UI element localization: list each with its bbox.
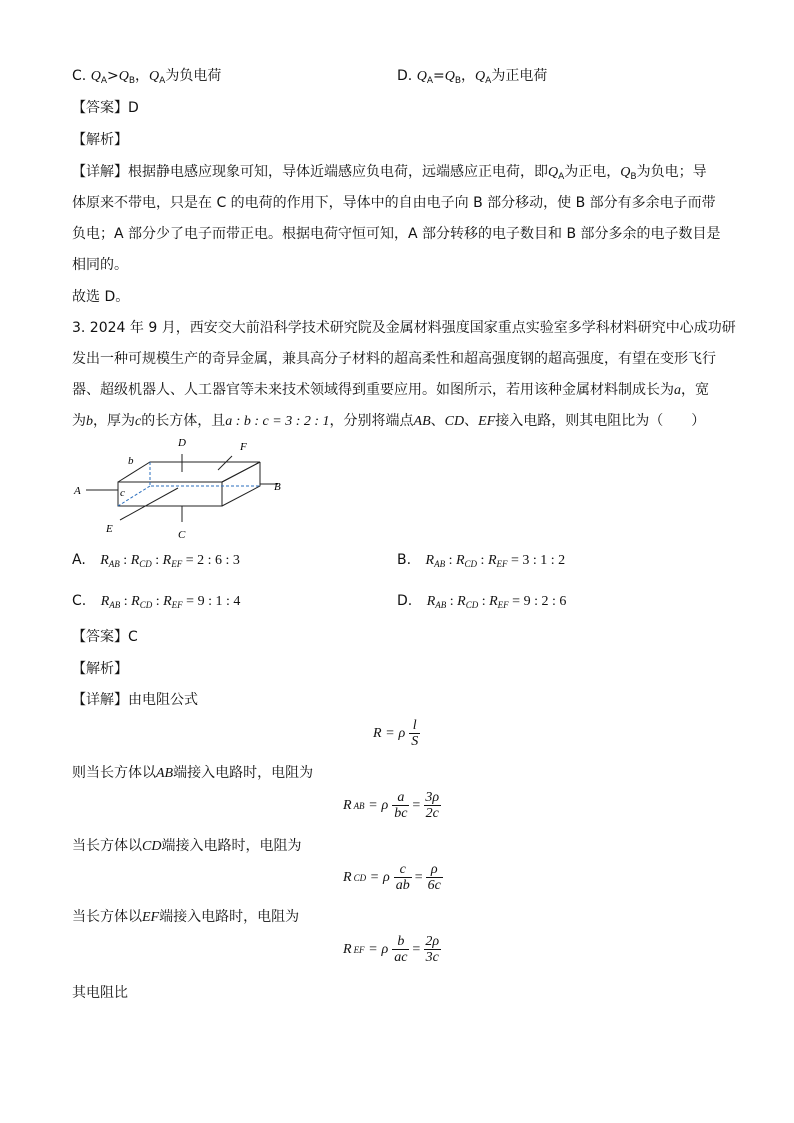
label-b-lower: b — [128, 455, 134, 467]
detail-q2-line4: 相同的。 — [72, 257, 128, 273]
detail-q2-line3: 负电；A 部分少了电子而带正电。根据电荷守恒可知，A 部分转移的电子数目和 B 部分多余的电子数目是 — [72, 226, 721, 242]
detail-q2-line2: 体原来不带电，只是在 C 的电荷的作用下，导体中的自由电子向 B 部分移动，使 B 部分有多余电子而带 — [72, 195, 716, 211]
lead-e — [120, 488, 178, 520]
label-f: F — [240, 441, 247, 453]
label-d: D — [178, 437, 186, 449]
option-c: C. $R_{AB}$ : $R_{CD}$ : $R_{EF} = 9$ : 1 : 4 — [72, 593, 241, 610]
option-b: B. $R_{AB}$ : $R_{CD}$ : $R_{EF} = 3$ : 1 : 2 — [397, 552, 566, 569]
conclusion-q2: 故选 D。 — [72, 289, 130, 305]
detail-q3-ab-text: 则当长方体以AB端接入电路时，电阻为 — [72, 765, 314, 781]
label-a: A — [74, 485, 81, 497]
option-d: D. $R_{AB}$ : $R_{CD}$ : $R_{EF} = 9$ : 2 : 6 — [397, 593, 567, 610]
equation-rcd: R CD = ρ $\frac{c}{ab}$ = $\frac{\rho}{6c}$ — [343, 862, 441, 893]
cuboid-top-face — [118, 462, 260, 482]
equation-rab: R AB = ρ $\frac{a}{bc}$ = $\frac{3\rho}{2c}$ — [343, 790, 440, 821]
cuboid-right-face — [222, 462, 260, 506]
detail-q3-intro: 【详解】由电阻公式 — [72, 692, 198, 708]
option-d-prev: D. $Q_A=Q_B$，$Q_A$为正电荷 — [397, 68, 548, 86]
label-e: E — [106, 523, 113, 535]
lead-f — [218, 456, 232, 470]
q3-line1: 3. 2024 年 9 月，西安交大前沿科学技术研究院及金属材料强度国家重点实验室多学科材料研究中心成功研 — [72, 320, 736, 336]
detail-q2-line1: 【详解】根据静电感应现象可知，导体近端感应负电荷，远端感应正电荷，即$Q_A$为正电，$Q_B$为负电；导 — [72, 164, 707, 182]
analysis-q2: 【解析】 — [72, 132, 128, 148]
label-c: C — [178, 529, 186, 541]
q3-line4: 为b，厚为c的长方体，且a : b : c = 3 : 2 : 1，分别将端点AB、CD、EF接入电路，则其电阻比为（ ） — [72, 413, 706, 429]
answer-q2: 【答案】D — [72, 100, 139, 116]
answer-q3: 【答案】C — [72, 629, 138, 645]
detail-q3-final: 其电阻比 — [72, 985, 128, 1001]
q3-line2: 发出一种可规模生产的奇异金属，兼具高分子材料的超高柔性和超高强度钢的超高强度，有望在变形飞行 — [72, 351, 716, 367]
q3-line3: 器、超级机器人、人工器官等未来技术领域得到重要应用。如图所示，若用该种金属材料制成长为a，宽 — [72, 382, 709, 398]
option-c-prev: C. $Q_A>Q_B$，$Q_A$为负电荷 — [72, 68, 222, 86]
label-c-lower: c — [120, 487, 125, 499]
option-a: A. $R_{AB}$ : $R_{CD}$ : $R_{EF} = 2$ : 6 : 3 — [72, 552, 240, 569]
resistance-formula: R = ρ $\frac{l}{S}$ — [373, 718, 419, 749]
detail-q3-cd-text: 当长方体以CD端接入电路时，电阻为 — [72, 838, 302, 854]
equation-ref: R EF = ρ $\frac{b}{ac}$ = $\frac{2\rho}{3c}$ — [343, 934, 440, 965]
cuboid-diagram — [72, 432, 302, 544]
detail-q3-ef-text: 当长方体以EF端接入电路时，电阻为 — [72, 909, 300, 925]
label-b: B — [274, 481, 281, 493]
analysis-q3: 【解析】 — [72, 661, 128, 677]
